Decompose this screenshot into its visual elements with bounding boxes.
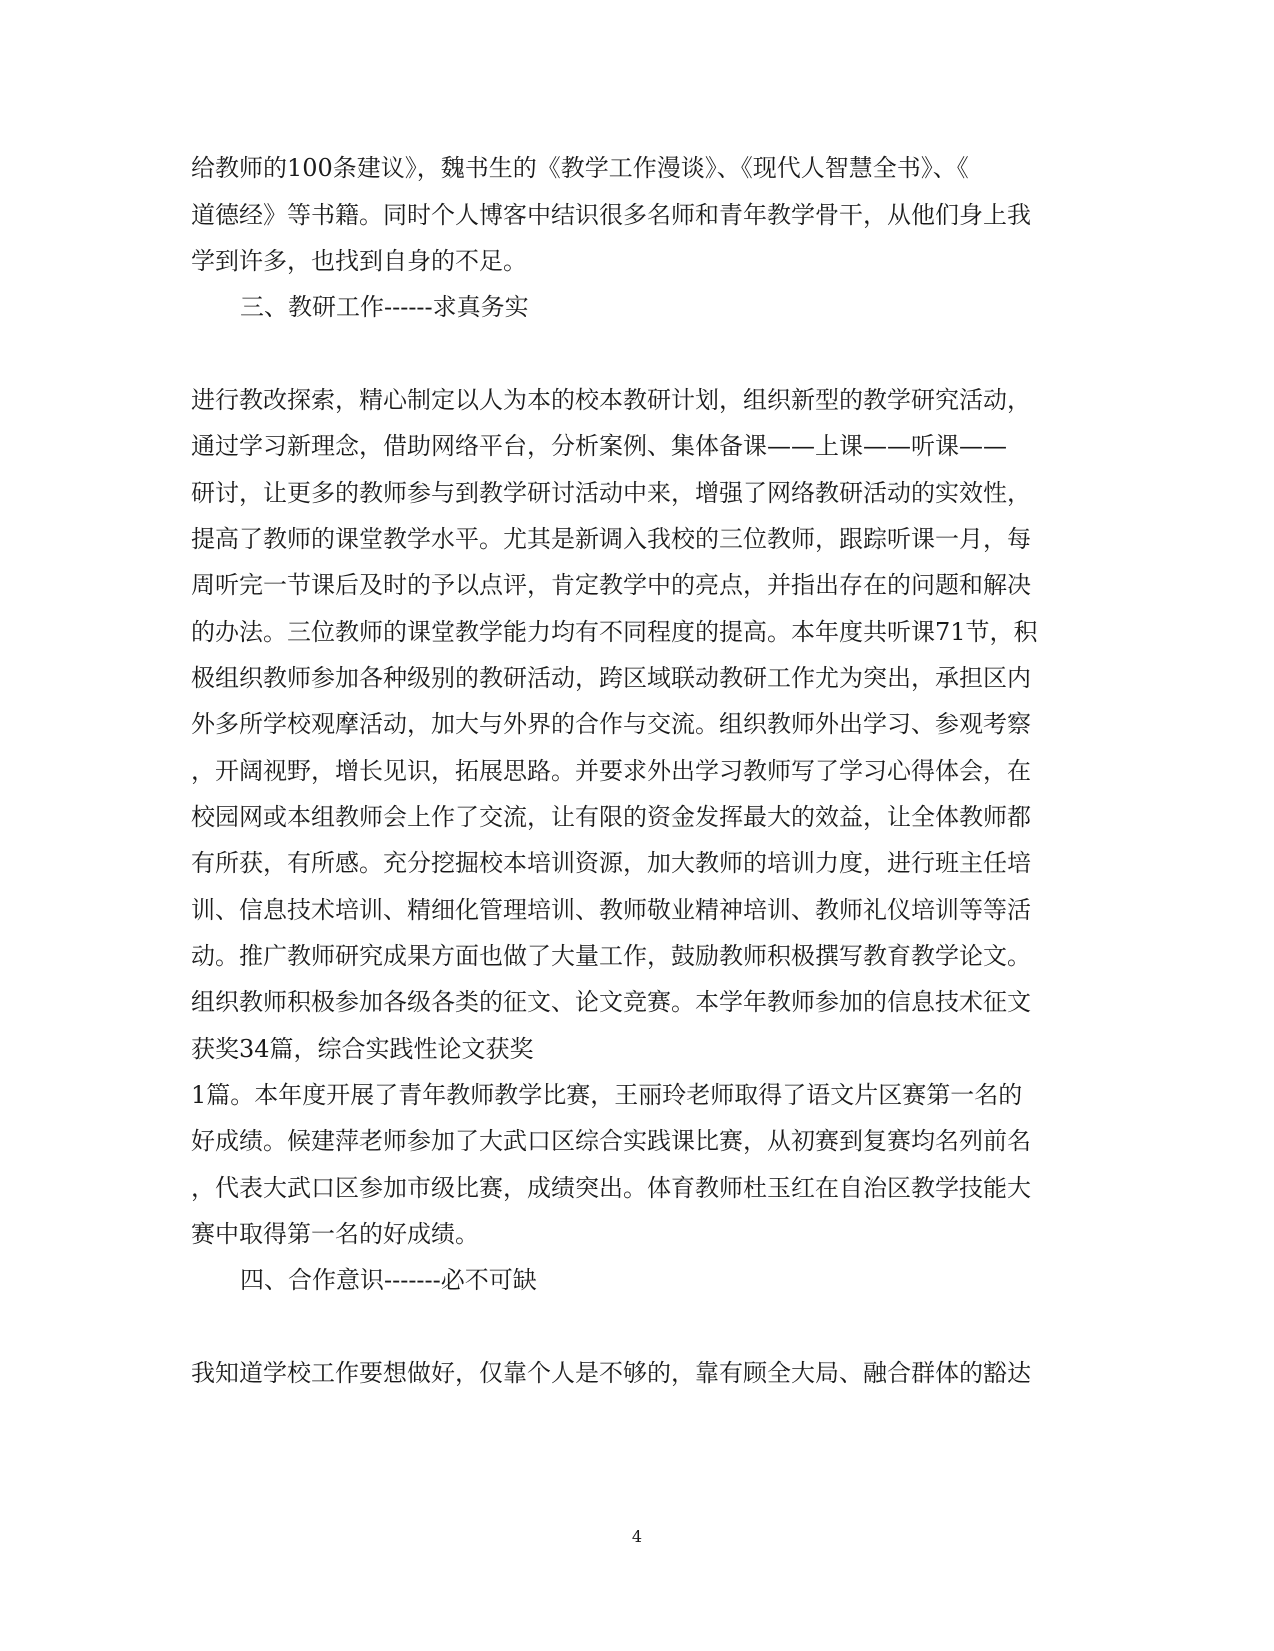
- text-line: 1篇。本年度开展了青年教师教学比赛，王丽玲老师取得了语文片区赛第一名的: [191, 1081, 1023, 1109]
- text-line: ，代表大武口区参加市级比赛，成绩突出。体育教师杜玉红在自治区教学技能大: [191, 1174, 1031, 1202]
- text-line: 进行教改探索，精心制定以人为本的校本教研计划，组织新型的教学研究活动，: [191, 386, 1031, 414]
- section-heading: 四、合作意识-------必不可缺: [240, 1266, 537, 1294]
- text-line: 通过学习新理念，借助网络平台，分析案例、集体备课——上课——听课——: [191, 432, 1007, 460]
- text-line: 周听完一节课后及时的予以点评，肯定教学中的亮点，并指出存在的问题和解决: [191, 571, 1031, 599]
- section-heading: 三、教研工作------求真务实: [240, 293, 529, 321]
- text-line: 道德经》等书籍。同时个人博客中结识很多名师和青年教学骨干，从他们身上我: [191, 201, 1031, 229]
- text-line: 动。推广教师研究成果方面也做了大量工作，鼓励教师积极撰写教育教学论文。: [191, 942, 1031, 970]
- text-line: 外多所学校观摩活动，加大与外界的合作与交流。组织教师外出学习、参观考察: [191, 710, 1031, 738]
- text-line: 校园网或本组教师会上作了交流，让有限的资金发挥最大的效益，让全体教师都: [191, 803, 1031, 831]
- text-line: 赛中取得第一名的好成绩。: [191, 1220, 479, 1248]
- text-line: 获奖34篇，综合实践性论文获奖: [191, 1035, 534, 1063]
- text-line: 的办法。三位教师的课堂教学能力均有不同程度的提高。本年度共听课71节，积: [191, 618, 1038, 646]
- text-line: 组织教师积极参加各级各类的征文、论文竞赛。本学年教师参加的信息技术征文: [191, 988, 1031, 1016]
- page-number: 4: [631, 1527, 643, 1546]
- text-line: 学到许多，也找到自身的不足。: [191, 247, 527, 275]
- text-line: 训、信息技术培训、精细化管理培训、教师敬业精神培训、教师礼仪培训等等活: [191, 896, 1031, 924]
- text-line: 有所获，有所感。充分挖掘校本培训资源，加大教师的培训力度，进行班主任培: [191, 849, 1031, 877]
- text-line: 提高了教师的课堂教学水平。尤其是新调入我校的三位教师，跟踪听课一月，每: [191, 525, 1031, 553]
- text-line: 我知道学校工作要想做好，仅靠个人是不够的，靠有顾全大局、融合群体的豁达: [191, 1359, 1031, 1387]
- text-line: 极组织教师参加各种级别的教研活动，跨区域联动教研工作尤为突出，承担区内: [191, 664, 1031, 692]
- text-line: 研讨，让更多的教师参与到教学研讨活动中来，增强了网络教研活动的实效性，: [191, 479, 1031, 507]
- text-line: 好成绩。候建萍老师参加了大武口区综合实践课比赛，从初赛到复赛均名列前名: [191, 1127, 1031, 1155]
- text-line: ，开阔视野，增长见识，拓展思路。并要求外出学习教师写了学习心得体会，在: [191, 757, 1031, 785]
- text-line: 给教师的100条建议》，魏书生的《教学工作漫谈》、《现代人智慧全书》、《: [191, 154, 969, 182]
